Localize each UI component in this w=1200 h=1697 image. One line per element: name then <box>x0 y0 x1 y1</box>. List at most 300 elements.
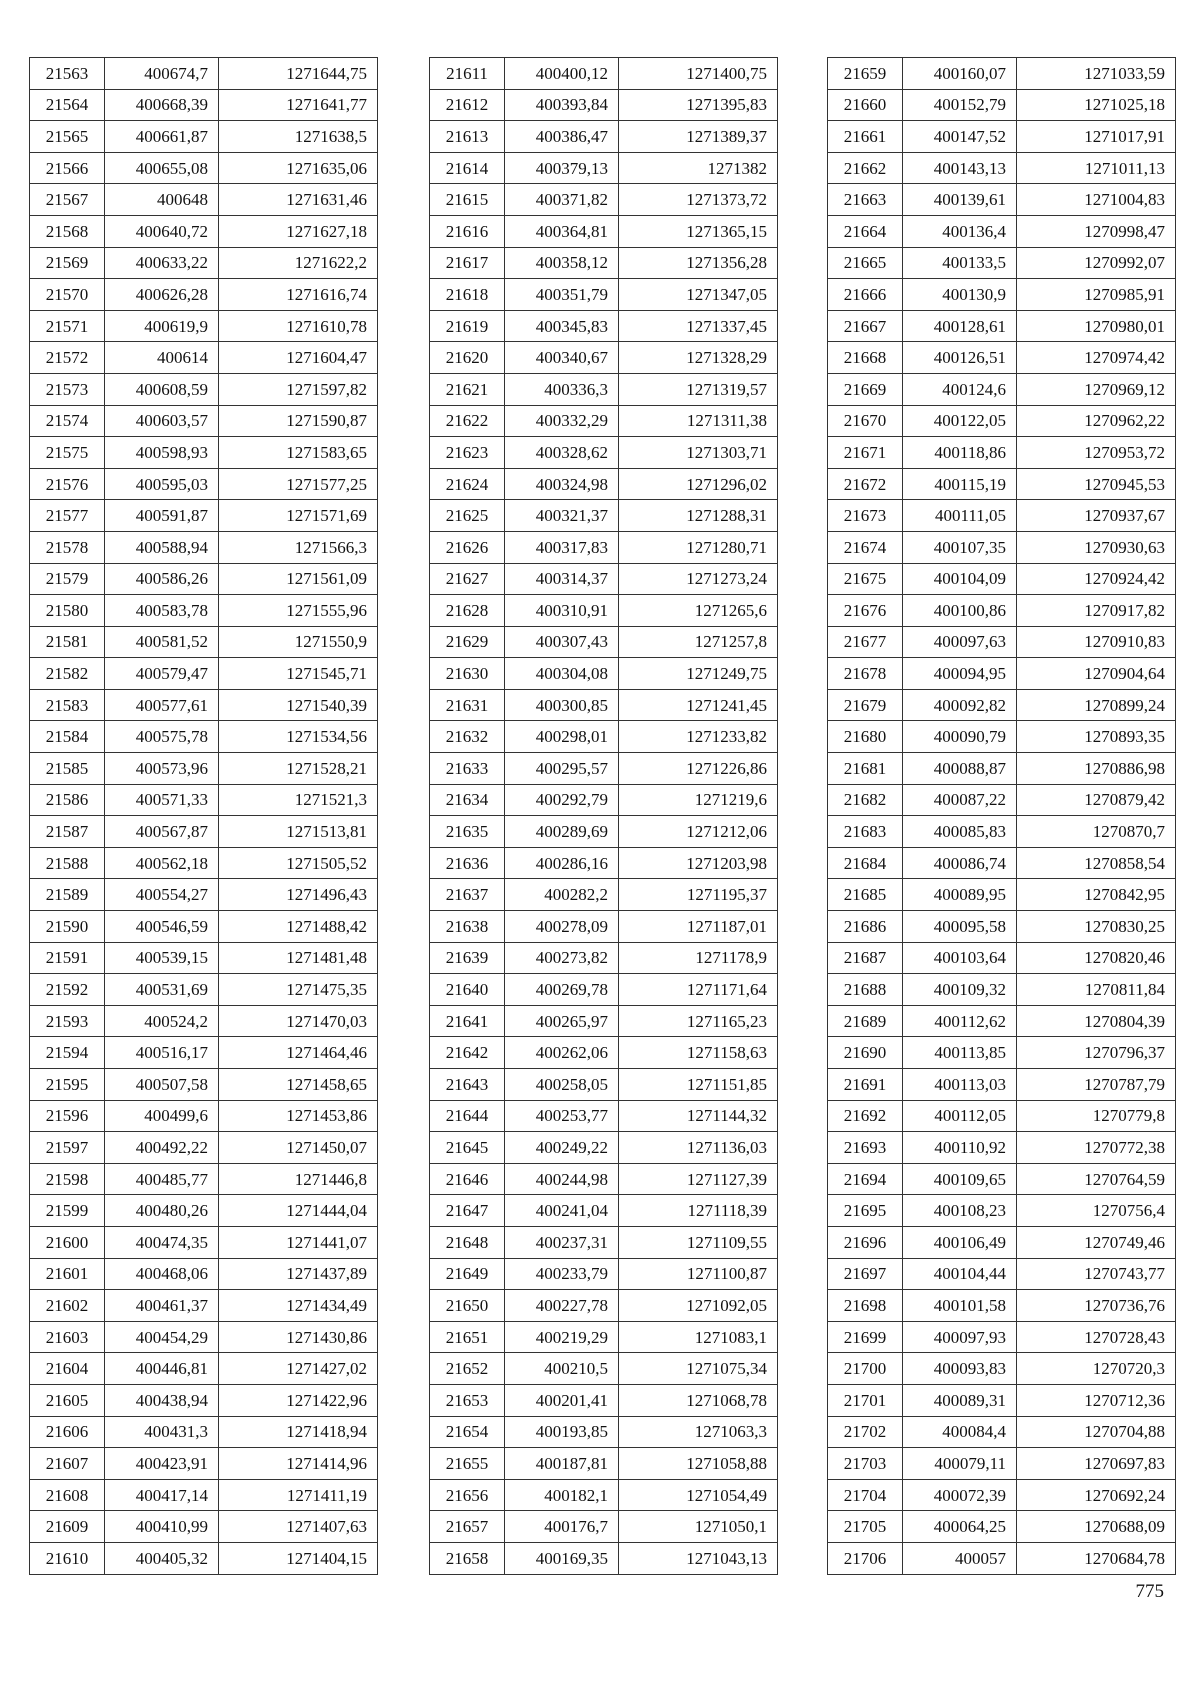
x-coordinate-cell: 400626,28 <box>105 279 219 311</box>
point-number-cell: 21674 <box>828 531 903 563</box>
point-number-cell: 21660 <box>828 89 903 121</box>
table-row <box>828 1448 1176 1480</box>
point-number-cell: 21647 <box>430 1195 505 1227</box>
table-row <box>30 405 378 437</box>
x-coordinate-cell: 400273,82 <box>505 942 619 974</box>
point-number-cell: 21614 <box>430 152 505 184</box>
point-number-cell: 21656 <box>430 1479 505 1511</box>
point-number-cell: 21625 <box>430 500 505 532</box>
y-coordinate-cell: 1270688,09 <box>1017 1511 1176 1543</box>
table-row <box>430 563 778 595</box>
y-coordinate-cell: 1270980,01 <box>1017 310 1176 342</box>
table-row <box>30 1132 378 1164</box>
table-row <box>30 1195 378 1227</box>
table-row <box>828 89 1176 121</box>
point-number-cell: 21702 <box>828 1416 903 1448</box>
y-coordinate-cell: 1271017,91 <box>1017 121 1176 153</box>
x-coordinate-cell: 400113,03 <box>903 1069 1017 1101</box>
point-number-cell: 21703 <box>828 1448 903 1480</box>
y-coordinate-cell: 1270969,12 <box>1017 373 1176 405</box>
y-coordinate-cell: 1271273,24 <box>619 563 778 595</box>
point-number-cell: 21698 <box>828 1290 903 1322</box>
table-row <box>30 784 378 816</box>
table-row <box>30 342 378 374</box>
y-coordinate-cell: 1271434,49 <box>219 1290 378 1322</box>
table-row <box>430 152 778 184</box>
point-number-cell: 21682 <box>828 784 903 816</box>
y-coordinate-cell: 1271453,86 <box>219 1100 378 1132</box>
x-coordinate-cell: 400112,62 <box>903 1005 1017 1037</box>
y-coordinate-cell: 1271450,07 <box>219 1132 378 1164</box>
table-row <box>430 1005 778 1037</box>
table-row <box>30 816 378 848</box>
x-coordinate-cell: 400269,78 <box>505 974 619 1006</box>
point-number-cell: 21679 <box>828 689 903 721</box>
y-coordinate-cell: 1271011,13 <box>1017 152 1176 184</box>
table-row <box>430 468 778 500</box>
y-coordinate-cell: 1271382 <box>619 152 778 184</box>
table-row <box>828 121 1176 153</box>
point-number-cell: 21687 <box>828 942 903 974</box>
x-coordinate-cell: 400136,4 <box>903 215 1017 247</box>
table-row <box>828 1037 1176 1069</box>
y-coordinate-cell: 1271054,49 <box>619 1479 778 1511</box>
table-row <box>430 310 778 342</box>
x-coordinate-cell: 400400,12 <box>505 58 619 90</box>
x-coordinate-cell: 400614 <box>105 342 219 374</box>
x-coordinate-cell: 400324,98 <box>505 468 619 500</box>
point-number-cell: 21593 <box>30 1005 105 1037</box>
x-coordinate-cell: 400104,44 <box>903 1258 1017 1290</box>
table-row <box>430 595 778 627</box>
x-coordinate-cell: 400124,6 <box>903 373 1017 405</box>
y-coordinate-cell: 1271118,39 <box>619 1195 778 1227</box>
x-coordinate-cell: 400531,69 <box>105 974 219 1006</box>
table-row <box>430 1069 778 1101</box>
x-coordinate-cell: 400603,57 <box>105 405 219 437</box>
y-coordinate-cell: 1271303,71 <box>619 437 778 469</box>
y-coordinate-cell: 1271414,96 <box>219 1448 378 1480</box>
y-coordinate-cell: 1270842,95 <box>1017 879 1176 911</box>
y-coordinate-cell: 1271226,86 <box>619 753 778 785</box>
x-coordinate-cell: 400085,83 <box>903 816 1017 848</box>
x-coordinate-cell: 400084,4 <box>903 1416 1017 1448</box>
y-coordinate-cell: 1271441,07 <box>219 1226 378 1258</box>
x-coordinate-cell: 400126,51 <box>903 342 1017 374</box>
table-row <box>828 879 1176 911</box>
y-coordinate-cell: 1271631,46 <box>219 184 378 216</box>
point-number-cell: 21601 <box>30 1258 105 1290</box>
y-coordinate-cell: 1270736,76 <box>1017 1290 1176 1322</box>
x-coordinate-cell: 400485,77 <box>105 1163 219 1195</box>
table-row <box>30 879 378 911</box>
table-row <box>828 1195 1176 1227</box>
y-coordinate-cell: 1271265,6 <box>619 595 778 627</box>
x-coordinate-cell: 400591,87 <box>105 500 219 532</box>
table-row <box>828 563 1176 595</box>
x-coordinate-cell: 400104,09 <box>903 563 1017 595</box>
y-coordinate-cell: 1271187,01 <box>619 911 778 943</box>
y-coordinate-cell: 1271063,3 <box>619 1416 778 1448</box>
y-coordinate-cell: 1270728,43 <box>1017 1321 1176 1353</box>
table-row <box>430 1353 778 1385</box>
x-coordinate-cell: 400507,58 <box>105 1069 219 1101</box>
table-row <box>430 1100 778 1132</box>
point-number-cell: 21705 <box>828 1511 903 1543</box>
x-coordinate-cell: 400571,33 <box>105 784 219 816</box>
point-number-cell: 21590 <box>30 911 105 943</box>
y-coordinate-cell: 1271571,69 <box>219 500 378 532</box>
x-coordinate-cell: 400289,69 <box>505 816 619 848</box>
x-coordinate-cell: 400438,94 <box>105 1384 219 1416</box>
table-row <box>828 247 1176 279</box>
y-coordinate-cell: 1271356,28 <box>619 247 778 279</box>
x-coordinate-cell: 400286,16 <box>505 847 619 879</box>
point-number-cell: 21630 <box>430 658 505 690</box>
point-number-cell: 21649 <box>430 1258 505 1290</box>
point-number-cell: 21645 <box>430 1132 505 1164</box>
table-row <box>30 1100 378 1132</box>
point-number-cell: 21695 <box>828 1195 903 1227</box>
table-row <box>30 721 378 753</box>
y-coordinate-cell: 1271590,87 <box>219 405 378 437</box>
x-coordinate-cell: 400577,61 <box>105 689 219 721</box>
point-number-cell: 21667 <box>828 310 903 342</box>
point-number-cell: 21594 <box>30 1037 105 1069</box>
coordinates-table-3 <box>827 57 1176 1575</box>
point-number-cell: 21603 <box>30 1321 105 1353</box>
point-number-cell: 21575 <box>30 437 105 469</box>
y-coordinate-cell: 1271505,52 <box>219 847 378 879</box>
x-coordinate-cell: 400079,11 <box>903 1448 1017 1480</box>
point-number-cell: 21697 <box>828 1258 903 1290</box>
y-coordinate-cell: 1270879,42 <box>1017 784 1176 816</box>
y-coordinate-cell: 1271337,45 <box>619 310 778 342</box>
y-coordinate-cell: 1270904,64 <box>1017 658 1176 690</box>
table-row <box>30 1511 378 1543</box>
table-row <box>30 974 378 1006</box>
point-number-cell: 21571 <box>30 310 105 342</box>
y-coordinate-cell: 1271100,87 <box>619 1258 778 1290</box>
x-coordinate-cell: 400640,72 <box>105 215 219 247</box>
point-number-cell: 21584 <box>30 721 105 753</box>
x-coordinate-cell: 400244,98 <box>505 1163 619 1195</box>
x-coordinate-cell: 400282,2 <box>505 879 619 911</box>
table-row <box>30 58 378 90</box>
point-number-cell: 21633 <box>430 753 505 785</box>
table-row <box>430 847 778 879</box>
x-coordinate-cell: 400100,86 <box>903 595 1017 627</box>
y-coordinate-cell: 1270992,07 <box>1017 247 1176 279</box>
table-row <box>30 658 378 690</box>
table-row <box>828 595 1176 627</box>
y-coordinate-cell: 1271165,23 <box>619 1005 778 1037</box>
x-coordinate-cell: 400417,14 <box>105 1479 219 1511</box>
x-coordinate-cell: 400201,41 <box>505 1384 619 1416</box>
point-number-cell: 21642 <box>430 1037 505 1069</box>
table-row <box>828 279 1176 311</box>
point-number-cell: 21677 <box>828 626 903 658</box>
point-number-cell: 21644 <box>430 1100 505 1132</box>
table-row <box>430 689 778 721</box>
point-number-cell: 21623 <box>430 437 505 469</box>
y-coordinate-cell: 1271583,65 <box>219 437 378 469</box>
point-number-cell: 21632 <box>430 721 505 753</box>
table-row <box>828 468 1176 500</box>
x-coordinate-cell: 400111,05 <box>903 500 1017 532</box>
x-coordinate-cell: 400575,78 <box>105 721 219 753</box>
table-row <box>430 215 778 247</box>
table-row <box>30 1479 378 1511</box>
y-coordinate-cell: 1271555,96 <box>219 595 378 627</box>
y-coordinate-cell: 1271233,82 <box>619 721 778 753</box>
x-coordinate-cell: 400227,78 <box>505 1290 619 1322</box>
x-coordinate-cell: 400093,83 <box>903 1353 1017 1385</box>
y-coordinate-cell: 1270937,67 <box>1017 500 1176 532</box>
y-coordinate-cell: 1271446,8 <box>219 1163 378 1195</box>
table-row <box>828 1069 1176 1101</box>
x-coordinate-cell: 400089,95 <box>903 879 1017 911</box>
point-number-cell: 21596 <box>30 1100 105 1132</box>
coordinates-table-1 <box>29 57 378 1575</box>
x-coordinate-cell: 400608,59 <box>105 373 219 405</box>
x-coordinate-cell: 400516,17 <box>105 1037 219 1069</box>
point-number-cell: 21620 <box>430 342 505 374</box>
x-coordinate-cell: 400310,91 <box>505 595 619 627</box>
table-row <box>430 1132 778 1164</box>
table-row <box>828 531 1176 563</box>
x-coordinate-cell: 400321,37 <box>505 500 619 532</box>
y-coordinate-cell: 1271550,9 <box>219 626 378 658</box>
point-number-cell: 21597 <box>30 1132 105 1164</box>
point-number-cell: 21592 <box>30 974 105 1006</box>
x-coordinate-cell: 400492,22 <box>105 1132 219 1164</box>
table-row <box>828 1479 1176 1511</box>
y-coordinate-cell: 1270899,24 <box>1017 689 1176 721</box>
y-coordinate-cell: 1271458,65 <box>219 1069 378 1101</box>
point-number-cell: 21637 <box>430 879 505 911</box>
point-number-cell: 21606 <box>30 1416 105 1448</box>
point-number-cell: 21574 <box>30 405 105 437</box>
table-row <box>430 1542 778 1574</box>
point-number-cell: 21565 <box>30 121 105 153</box>
point-number-cell: 21582 <box>30 658 105 690</box>
table-row <box>430 879 778 911</box>
point-number-cell: 21699 <box>828 1321 903 1353</box>
table-row <box>30 689 378 721</box>
x-coordinate-cell: 400583,78 <box>105 595 219 627</box>
x-coordinate-cell: 400307,43 <box>505 626 619 658</box>
x-coordinate-cell: 400300,85 <box>505 689 619 721</box>
y-coordinate-cell: 1271058,88 <box>619 1448 778 1480</box>
point-number-cell: 21636 <box>430 847 505 879</box>
x-coordinate-cell: 400480,26 <box>105 1195 219 1227</box>
x-coordinate-cell: 400086,74 <box>903 847 1017 879</box>
x-coordinate-cell: 400143,13 <box>903 152 1017 184</box>
y-coordinate-cell: 1270764,59 <box>1017 1163 1176 1195</box>
x-coordinate-cell: 400182,1 <box>505 1479 619 1511</box>
x-coordinate-cell: 400332,29 <box>505 405 619 437</box>
point-number-cell: 21688 <box>828 974 903 1006</box>
table-row <box>430 658 778 690</box>
x-coordinate-cell: 400122,05 <box>903 405 1017 437</box>
table-row <box>430 279 778 311</box>
x-coordinate-cell: 400386,47 <box>505 121 619 153</box>
point-number-cell: 21622 <box>430 405 505 437</box>
point-number-cell: 21664 <box>828 215 903 247</box>
y-coordinate-cell: 1271144,32 <box>619 1100 778 1132</box>
y-coordinate-cell: 1270858,54 <box>1017 847 1176 879</box>
point-number-cell: 21641 <box>430 1005 505 1037</box>
x-coordinate-cell: 400265,97 <box>505 1005 619 1037</box>
point-number-cell: 21681 <box>828 753 903 785</box>
x-coordinate-cell: 400210,5 <box>505 1353 619 1385</box>
x-coordinate-cell: 400128,61 <box>903 310 1017 342</box>
point-number-cell: 21607 <box>30 1448 105 1480</box>
table-row <box>828 1100 1176 1132</box>
table-row <box>30 247 378 279</box>
y-coordinate-cell: 1271178,9 <box>619 942 778 974</box>
table-row <box>430 1384 778 1416</box>
point-number-cell: 21576 <box>30 468 105 500</box>
point-number-cell: 21579 <box>30 563 105 595</box>
x-coordinate-cell: 400351,79 <box>505 279 619 311</box>
x-coordinate-cell: 400562,18 <box>105 847 219 879</box>
point-number-cell: 21700 <box>828 1353 903 1385</box>
table-row <box>430 1448 778 1480</box>
point-number-cell: 21662 <box>828 152 903 184</box>
point-number-cell: 21616 <box>430 215 505 247</box>
x-coordinate-cell: 400130,9 <box>903 279 1017 311</box>
y-coordinate-cell: 1271407,63 <box>219 1511 378 1543</box>
x-coordinate-cell: 400241,04 <box>505 1195 619 1227</box>
point-number-cell: 21670 <box>828 405 903 437</box>
point-number-cell: 21608 <box>30 1479 105 1511</box>
point-number-cell: 21639 <box>430 942 505 974</box>
table-row <box>828 58 1176 90</box>
table-row <box>828 1384 1176 1416</box>
table-row <box>828 1132 1176 1164</box>
y-coordinate-cell: 1271644,75 <box>219 58 378 90</box>
y-coordinate-cell: 1270917,82 <box>1017 595 1176 627</box>
table-row <box>30 184 378 216</box>
point-number-cell: 21643 <box>430 1069 505 1101</box>
x-coordinate-cell: 400298,01 <box>505 721 619 753</box>
y-coordinate-cell: 1271444,04 <box>219 1195 378 1227</box>
y-coordinate-cell: 1271395,83 <box>619 89 778 121</box>
x-coordinate-cell: 400633,22 <box>105 247 219 279</box>
x-coordinate-cell: 400567,87 <box>105 816 219 848</box>
table-row <box>30 595 378 627</box>
table-row <box>30 1005 378 1037</box>
x-coordinate-cell: 400446,81 <box>105 1353 219 1385</box>
point-number-cell: 21581 <box>30 626 105 658</box>
y-coordinate-cell: 1270684,78 <box>1017 1542 1176 1574</box>
x-coordinate-cell: 400524,2 <box>105 1005 219 1037</box>
table-row <box>828 847 1176 879</box>
x-coordinate-cell: 400106,49 <box>903 1226 1017 1258</box>
y-coordinate-cell: 1271241,45 <box>619 689 778 721</box>
y-coordinate-cell: 1271638,5 <box>219 121 378 153</box>
table-row <box>828 1005 1176 1037</box>
point-number-cell: 21701 <box>828 1384 903 1416</box>
x-coordinate-cell: 400089,31 <box>903 1384 1017 1416</box>
y-coordinate-cell: 1270820,46 <box>1017 942 1176 974</box>
y-coordinate-cell: 1270830,25 <box>1017 911 1176 943</box>
point-number-cell: 21568 <box>30 215 105 247</box>
table-row <box>430 1479 778 1511</box>
point-number-cell: 21604 <box>30 1353 105 1385</box>
table-row <box>430 58 778 90</box>
y-coordinate-cell: 1271616,74 <box>219 279 378 311</box>
y-coordinate-cell: 1271365,15 <box>619 215 778 247</box>
x-coordinate-cell: 400579,47 <box>105 658 219 690</box>
y-coordinate-cell: 1271635,06 <box>219 152 378 184</box>
point-number-cell: 21678 <box>828 658 903 690</box>
y-coordinate-cell: 1270796,37 <box>1017 1037 1176 1069</box>
y-coordinate-cell: 1271171,64 <box>619 974 778 1006</box>
point-number-cell: 21657 <box>430 1511 505 1543</box>
table-row <box>30 1290 378 1322</box>
x-coordinate-cell: 400108,23 <box>903 1195 1017 1227</box>
y-coordinate-cell: 1270804,39 <box>1017 1005 1176 1037</box>
x-coordinate-cell: 400112,05 <box>903 1100 1017 1132</box>
y-coordinate-cell: 1271127,39 <box>619 1163 778 1195</box>
point-number-cell: 21684 <box>828 847 903 879</box>
table-row <box>430 1258 778 1290</box>
y-coordinate-cell: 1271422,96 <box>219 1384 378 1416</box>
point-number-cell: 21651 <box>430 1321 505 1353</box>
y-coordinate-cell: 1271050,1 <box>619 1511 778 1543</box>
x-coordinate-cell: 400454,29 <box>105 1321 219 1353</box>
x-coordinate-cell: 400097,93 <box>903 1321 1017 1353</box>
x-coordinate-cell: 400393,84 <box>505 89 619 121</box>
table-row <box>30 1226 378 1258</box>
point-number-cell: 21683 <box>828 816 903 848</box>
point-number-cell: 21650 <box>430 1290 505 1322</box>
y-coordinate-cell: 1270712,36 <box>1017 1384 1176 1416</box>
x-coordinate-cell: 400405,32 <box>105 1542 219 1574</box>
x-coordinate-cell: 400295,57 <box>505 753 619 785</box>
table-row <box>828 1511 1176 1543</box>
table-row <box>430 753 778 785</box>
y-coordinate-cell: 1271288,31 <box>619 500 778 532</box>
point-number-cell: 21598 <box>30 1163 105 1195</box>
table-row <box>30 563 378 595</box>
y-coordinate-cell: 1271311,38 <box>619 405 778 437</box>
y-coordinate-cell: 1270756,4 <box>1017 1195 1176 1227</box>
y-coordinate-cell: 1271257,8 <box>619 626 778 658</box>
y-coordinate-cell: 1270893,35 <box>1017 721 1176 753</box>
y-coordinate-cell: 1271411,19 <box>219 1479 378 1511</box>
x-coordinate-cell: 400595,03 <box>105 468 219 500</box>
y-coordinate-cell: 1270779,8 <box>1017 1100 1176 1132</box>
point-number-cell: 21563 <box>30 58 105 90</box>
y-coordinate-cell: 1271151,85 <box>619 1069 778 1101</box>
point-number-cell: 21654 <box>430 1416 505 1448</box>
y-coordinate-cell: 1270974,42 <box>1017 342 1176 374</box>
table-row <box>30 279 378 311</box>
point-number-cell: 21615 <box>430 184 505 216</box>
table-body <box>30 58 378 1575</box>
table-row <box>30 1384 378 1416</box>
table-row <box>30 1448 378 1480</box>
x-coordinate-cell: 400147,52 <box>903 121 1017 153</box>
table-row <box>30 1069 378 1101</box>
x-coordinate-cell: 400317,83 <box>505 531 619 563</box>
y-coordinate-cell: 1270704,88 <box>1017 1416 1176 1448</box>
point-number-cell: 21624 <box>430 468 505 500</box>
